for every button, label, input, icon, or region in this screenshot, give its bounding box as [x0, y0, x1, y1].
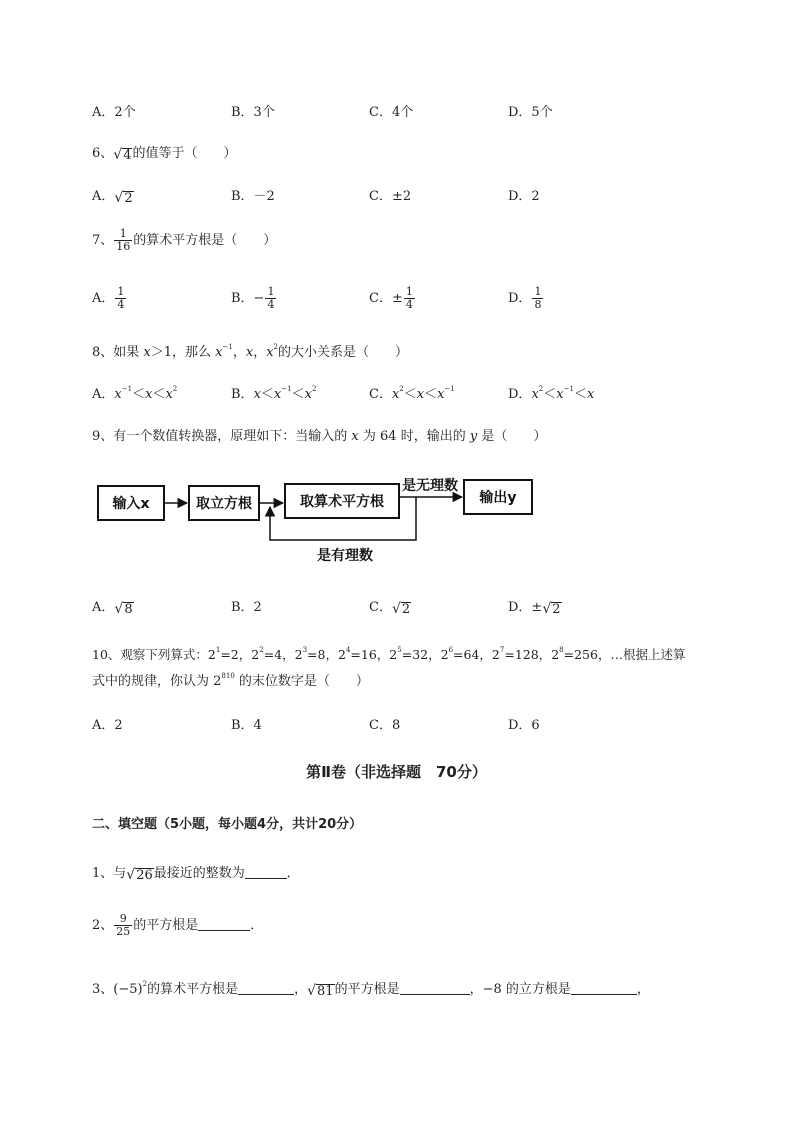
q9-option-d: D．± √ 2: [508, 600, 561, 617]
power-result: =256，: [563, 647, 611, 662]
q5-option-a: A．2个: [92, 105, 136, 120]
sqrt-icon: √ 2: [114, 190, 133, 206]
power-exponent: 8: [559, 646, 564, 654]
q10-option-a: A．2: [92, 718, 123, 733]
power-base: 2: [251, 647, 260, 662]
sqrt-icon: √ 2: [391, 601, 411, 617]
answer-blank[interactable]: [245, 866, 287, 879]
q6-option-b: B．－2: [231, 189, 275, 204]
converter-flowchart: [96, 474, 536, 566]
power-base: 2: [294, 647, 303, 662]
q8-option-a: A．$x^{-1}<x<x^2$: [92, 385, 178, 402]
q5-option-d: D．5个: [508, 105, 553, 120]
q9-option-c: C． √ 2: [369, 600, 411, 617]
question-7: 7、 $\frac{1}{16}$ 的算术平方根是（ ）: [92, 227, 277, 253]
power-exponent: 1: [215, 646, 221, 654]
q10-option-b: B．4: [231, 718, 262, 733]
power-base: 2: [389, 647, 398, 662]
power-result: =32，: [401, 647, 441, 662]
power-result: =2，: [220, 647, 252, 662]
q6-option-d: D．2: [508, 189, 540, 204]
question-9: 9、有一个数值转换器，原理如下：当输入的 x 为 64 时，输出的 y 是（ ）: [92, 429, 547, 444]
sqrt-icon: √ 26: [126, 867, 153, 883]
q7-fraction: $\frac{1}{16}$: [116, 227, 131, 253]
answer-blank[interactable]: [571, 982, 637, 995]
question-6: [92, 142, 237, 162]
q8-option-d: D．$x^2<x^{-1}<x$: [508, 385, 595, 402]
power-exponent: 4: [345, 646, 351, 654]
power-exponent: 5: [397, 646, 402, 654]
flow-output-label: 输出y: [479, 490, 517, 506]
answer-blank[interactable]: [198, 918, 250, 931]
fill-question-1: 1、与 √ 26 最接近的整数为 ．: [92, 866, 300, 883]
sqrt-icon: √ 8: [114, 601, 133, 617]
question-10-line-1: 10、观察下列算式：$2^1=2$，$2^2=4$，$2^3=8$，$2^4=16$，$2^5=32$，$2^6=64$，$2^7=128$，$2^8=256$，…根据上述算: [92, 646, 686, 662]
answer-blank[interactable]: [238, 982, 294, 995]
q9-option-a: A． √ 8: [92, 600, 133, 617]
power-exponent: 7: [499, 646, 505, 654]
power-base: 2: [337, 647, 346, 662]
fill-question-2: 2、 $\frac{9}{25}$ 的平方根是 ．: [92, 912, 264, 938]
q10-option-d: D．6: [508, 718, 540, 733]
q6-option-a: A． √ 2: [92, 189, 133, 206]
q10-option-c: C．8: [369, 718, 401, 733]
flow-input-label: 输入x: [112, 496, 150, 512]
q5-option-b: B．3个: [231, 105, 275, 120]
sqrt-icon: √ 4: [113, 147, 132, 163]
power-base: 2: [491, 647, 500, 662]
q7-option-d: D． $\frac{1}{8}$: [508, 285, 542, 311]
question-10-line-2: 式中的规律，你认为 $2^{810}$ 的末位数字是（ ）: [92, 672, 369, 689]
q7-option-b: B．− $\frac{1}{4}$: [231, 285, 275, 311]
power-result: =128，: [504, 647, 552, 662]
power-exponent: 6: [448, 646, 454, 654]
power-base: 2: [440, 647, 449, 662]
part-2-title: 第Ⅱ卷（非选择题 70分）: [306, 763, 487, 781]
powers-of-two-list: [208, 647, 611, 662]
fill2-fraction: $\frac{9}{25}$: [116, 912, 131, 938]
flow-irrational-label: 是无理数: [402, 478, 458, 494]
q7-option-a: A． $\frac{1}{4}$: [92, 285, 125, 311]
flow-cube-root-label: 取立方根: [196, 496, 252, 512]
q8-option-c: C．$x^2<x<x^{-1}$: [369, 385, 455, 402]
q7-option-c: C．± $\frac{1}{4}$: [369, 285, 413, 311]
power-exponent: 2: [259, 646, 264, 654]
question-8: 8、如果 x＞1，那么 $x^{-1}$，x，$x^2$的大小关系是（ ）: [92, 343, 409, 360]
power-result: =16，: [350, 647, 390, 662]
power-base: 2: [207, 647, 216, 662]
section-2-heading: 二、填空题（5小题，每小题4分，共计20分）: [92, 817, 363, 832]
q6-radicand: 4: [123, 148, 132, 163]
q9-option-b: B．2: [231, 600, 262, 615]
power-base: 2: [551, 647, 560, 662]
power-result: =8，: [307, 647, 338, 662]
sqrt-icon: √ 2: [542, 601, 561, 617]
q8-option-b: B．$x<x^{-1}<x^2$: [231, 385, 317, 402]
flow-rational-label: 是有理数: [317, 548, 373, 564]
q6-text: 的值等于（ ）: [132, 146, 237, 161]
q6-number: 6、: [92, 146, 114, 161]
q5-option-c: C．4个: [369, 105, 414, 120]
answer-blank[interactable]: [400, 982, 470, 995]
power-exponent: 3: [302, 646, 308, 654]
flow-sqrt-label: 取算术平方根: [300, 494, 384, 510]
power-result: =4，: [263, 647, 295, 662]
sqrt-icon: √ 81: [307, 983, 334, 999]
fill-question-3: 3、$(-5)^2$的算术平方根是 ， √ 81 的平方根是 ，−8 的立方根是 ，: [92, 980, 650, 999]
power-result: =64，: [453, 647, 492, 662]
q6-option-c: C．±2: [369, 189, 412, 204]
